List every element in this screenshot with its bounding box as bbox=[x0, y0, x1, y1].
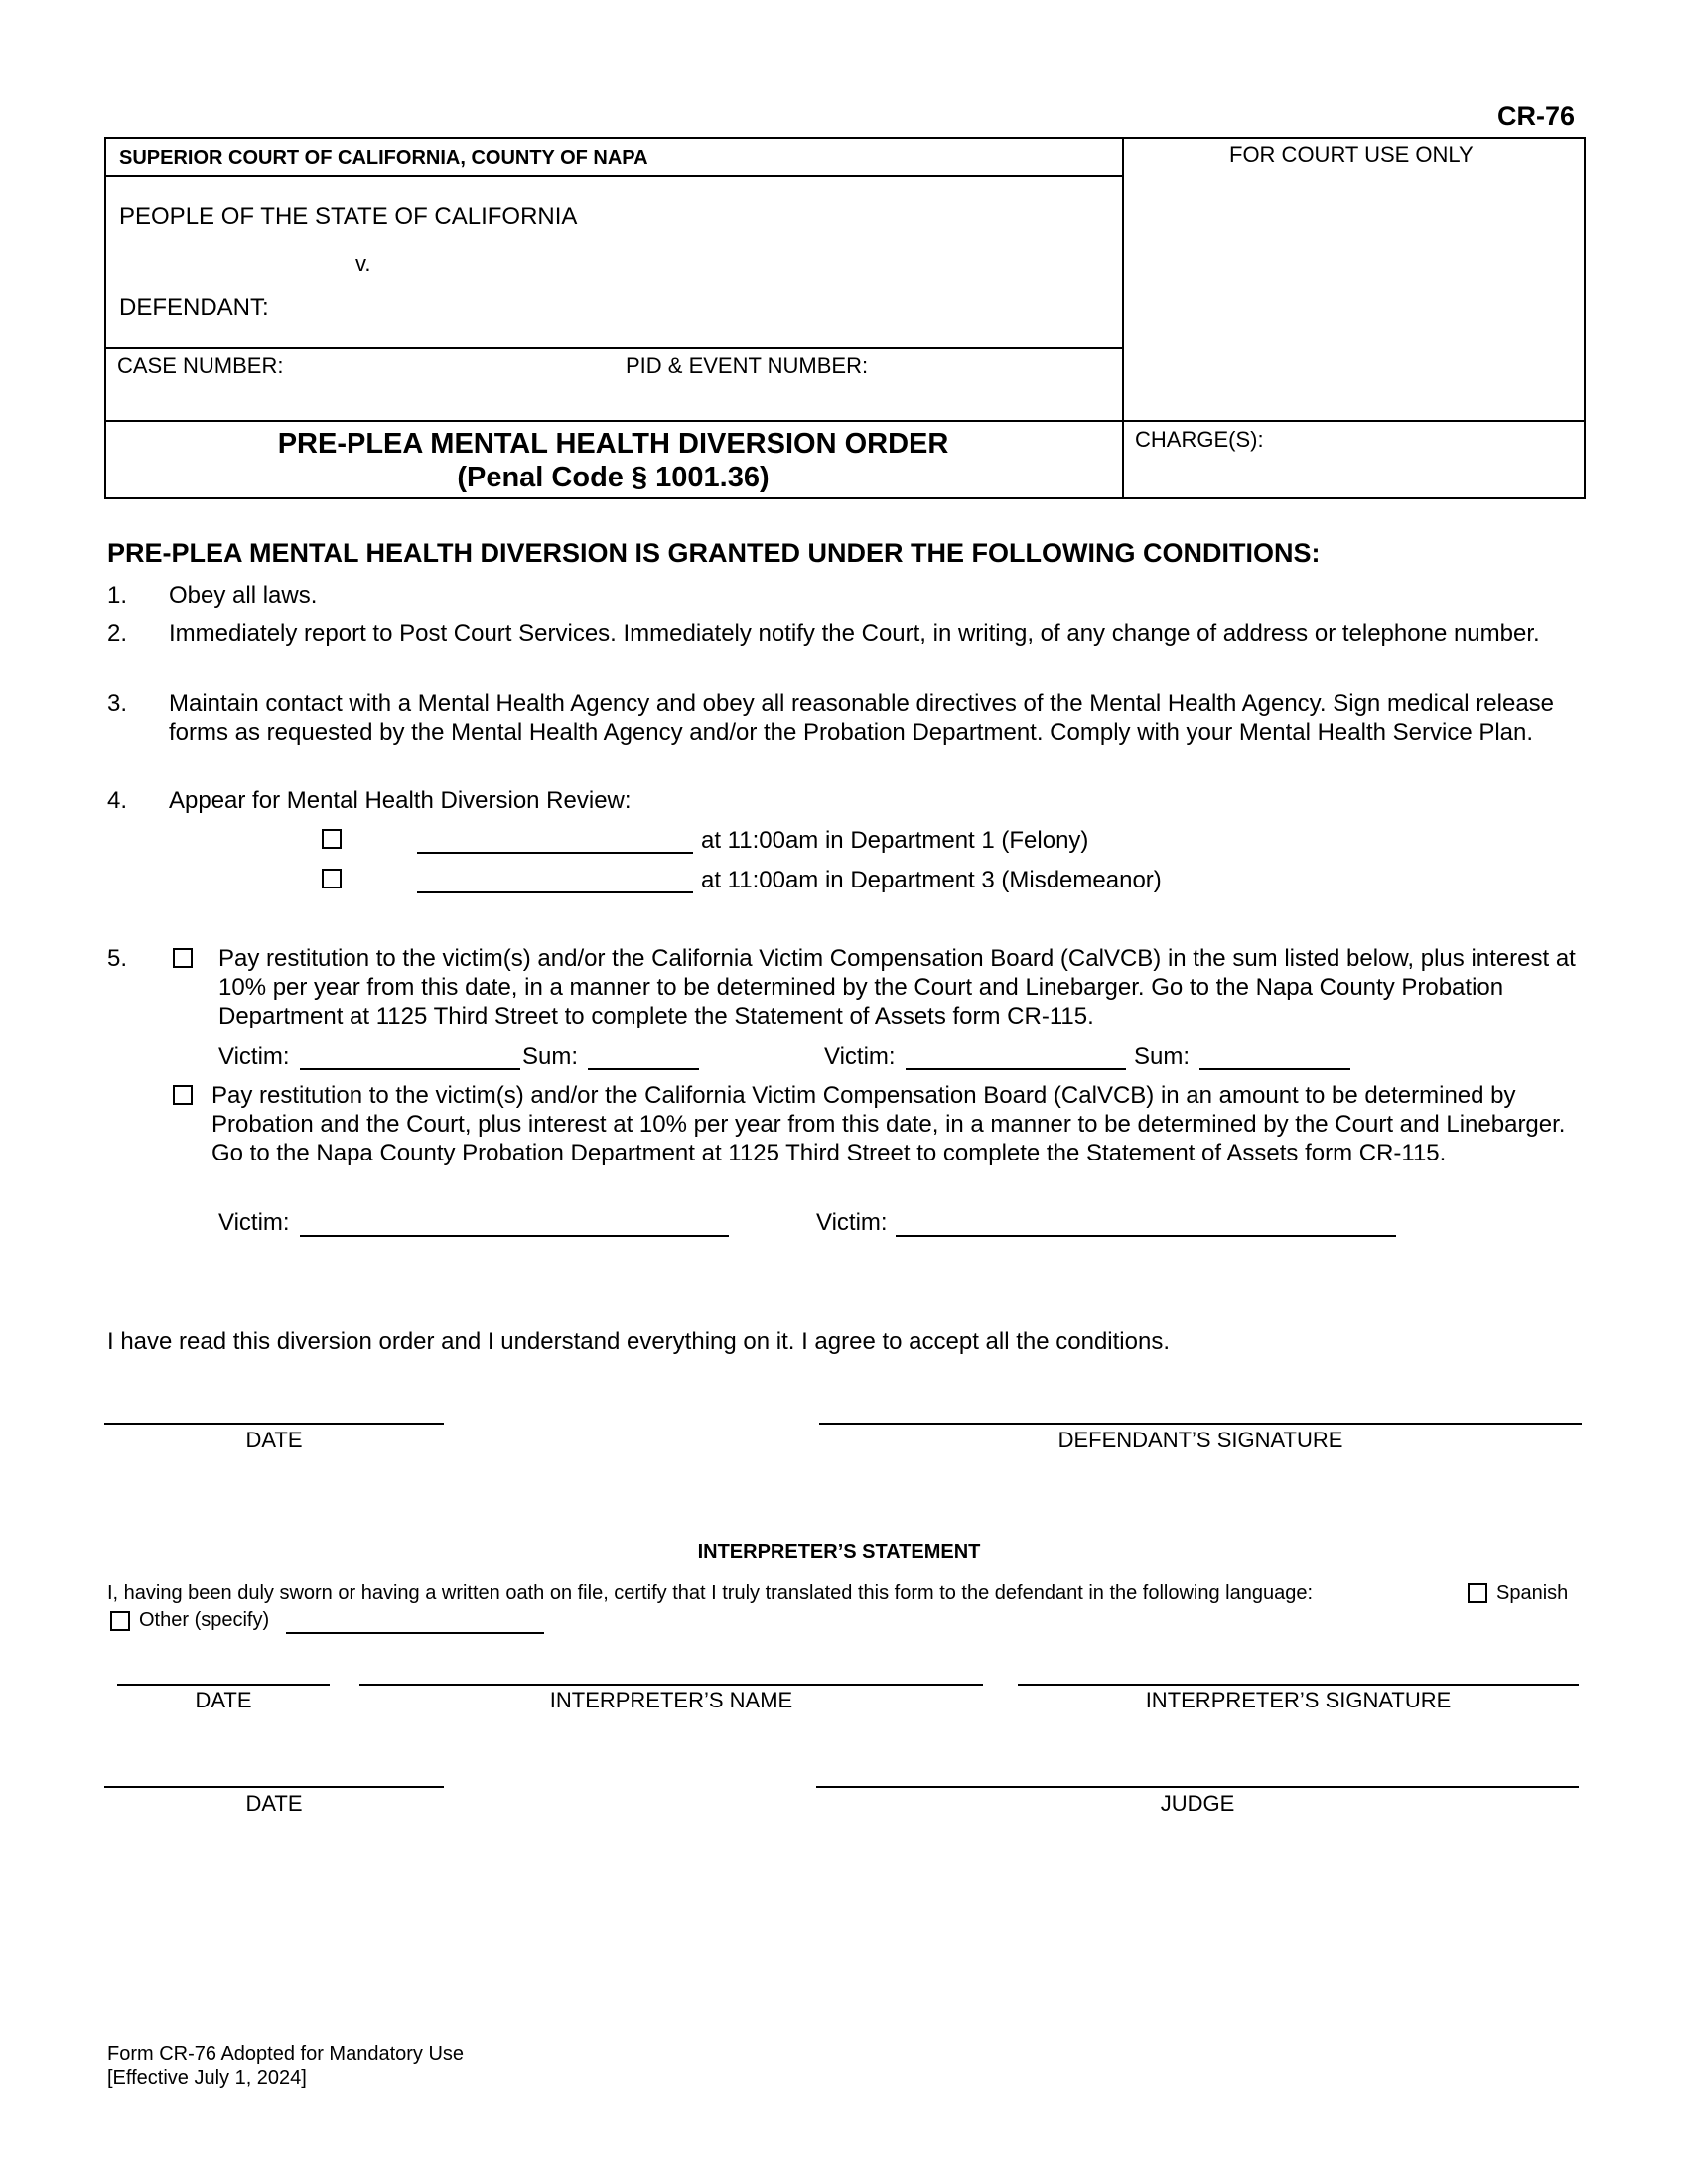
victim-1-label: Victim: bbox=[218, 1043, 290, 1070]
other-language-checkbox[interactable] bbox=[110, 1611, 130, 1631]
felony-review-text: at 11:00am in Department 1 (Felony) bbox=[701, 827, 1089, 854]
conditions-heading: PRE-PLEA MENTAL HEALTH DIVERSION IS GRANTED UNDER THE FOLLOWING CONDITIONS: bbox=[107, 538, 1321, 568]
victim-2-label: Victim: bbox=[824, 1043, 896, 1070]
interpreter-name-label: INTERPRETER’S NAME bbox=[549, 1688, 793, 1712]
victim-1-field[interactable] bbox=[300, 1068, 520, 1070]
restitution-sum-checkbox[interactable] bbox=[173, 948, 193, 968]
item-2-number: 2. bbox=[107, 620, 128, 647]
item-5-number: 5. bbox=[107, 945, 128, 972]
misdemeanor-review-date-field[interactable] bbox=[417, 891, 693, 893]
defendant-signature-field[interactable] bbox=[819, 1423, 1582, 1425]
judge-label: JUDGE bbox=[1160, 1791, 1235, 1816]
victim-4-label: Victim: bbox=[816, 1209, 888, 1236]
defendant-date-label: DATE bbox=[245, 1428, 303, 1452]
interpreter-name-field[interactable] bbox=[359, 1684, 983, 1686]
item-3-number: 3. bbox=[107, 690, 128, 717]
footer-line-1: Form CR-76 Adopted for Mandatory Use bbox=[107, 2043, 465, 2065]
defendant-signature-label: DEFENDANT’S SIGNATURE bbox=[1057, 1428, 1343, 1452]
versus-label: v. bbox=[355, 251, 371, 276]
sum-2-field[interactable] bbox=[1199, 1068, 1350, 1070]
other-language-label: Other (specify) bbox=[139, 1609, 270, 1631]
acknowledgement-text: I have read this diversion order and I understand everything on it. I agree to accept all the conditions. bbox=[107, 1328, 1170, 1355]
item-4-number: 4. bbox=[107, 787, 128, 814]
restitution-tbd-text: Pay restitution to the victim(s) and/or the California Victim Compensation Board (CalVCB) in an amount to be determined by Probation and the Court, plus interest at 10% per year from this date, in a manner to be determined by the Court and Linebarger. Go to the Napa County Probation Department at 1125 Third Street to complete the Statement of Assets form CR-115. bbox=[211, 1082, 1566, 1166]
judge-date-label: DATE bbox=[245, 1791, 303, 1816]
form-title bbox=[104, 427, 1122, 494]
victim-3-field[interactable] bbox=[300, 1235, 729, 1237]
felony-review-date-field[interactable] bbox=[417, 852, 693, 854]
restitution-tbd-checkbox[interactable] bbox=[173, 1085, 193, 1105]
judge-date-field[interactable] bbox=[104, 1786, 444, 1788]
charges-label: CHARGE(S): bbox=[1135, 427, 1264, 452]
interpreter-heading: INTERPRETER’S STATEMENT bbox=[697, 1541, 981, 1563]
sum-1-label: Sum: bbox=[522, 1043, 579, 1070]
defendant-label: DEFENDANT: bbox=[119, 294, 269, 321]
item-1-text: Obey all laws. bbox=[169, 582, 318, 609]
court-use-label: FOR COURT USE ONLY bbox=[1229, 142, 1474, 167]
interpreter-date-label: DATE bbox=[195, 1688, 252, 1712]
spanish-checkbox[interactable] bbox=[1468, 1583, 1487, 1603]
people-label: PEOPLE OF THE STATE OF CALIFORNIA bbox=[119, 204, 578, 230]
felony-review-checkbox[interactable] bbox=[322, 829, 342, 849]
pid-event-label: PID & EVENT NUMBER: bbox=[626, 353, 869, 378]
judge-signature-field[interactable] bbox=[816, 1786, 1579, 1788]
court-name: SUPERIOR COURT OF CALIFORNIA, COUNTY OF NAPA bbox=[119, 147, 648, 169]
victim-4-field[interactable] bbox=[896, 1235, 1396, 1237]
interpreter-signature-label: INTERPRETER’S SIGNATURE bbox=[1145, 1688, 1452, 1712]
interpreter-statement: I, having been duly sworn or having a written oath on file, certify that I truly translated this form to the defendant in the following language: bbox=[107, 1582, 1314, 1604]
misdemeanor-review-text: at 11:00am in Department 3 (Misdemeanor) bbox=[701, 867, 1162, 893]
item-3-text: Maintain contact with a Mental Health Agency and obey all reasonable directives of the Mental Health Agency. Sign medical release forms as requested by the Mental Health Agency and/or the Probation Department. Comply with your Mental Health Service Plan. bbox=[169, 690, 1555, 746]
interpreter-date-field[interactable] bbox=[117, 1684, 330, 1686]
victim-2-field[interactable] bbox=[906, 1068, 1126, 1070]
item-5-text: Pay restitution to the victim(s) and/or the California Victim Compensation Board (CalVCB) in the sum listed below, plus interest at 10% per year from this date, in a manner to be determined by the Court and Linebarger. Go to the Napa County Probation Department at 1125 Third Street to complete the Statement of Assets form CR-115. bbox=[218, 945, 1576, 1029]
defendant-date-field[interactable] bbox=[104, 1423, 444, 1425]
title-line-2: (Penal Code § 1001.36) bbox=[457, 462, 770, 493]
spanish-label: Spanish bbox=[1496, 1582, 1569, 1604]
sum-1-field[interactable] bbox=[588, 1068, 699, 1070]
victim-3-label: Victim: bbox=[218, 1209, 290, 1236]
header-divider bbox=[1122, 137, 1124, 499]
other-language-field[interactable] bbox=[286, 1632, 544, 1634]
misdemeanor-review-checkbox[interactable] bbox=[322, 869, 342, 888]
item-4-text: Appear for Mental Health Diversion Review: bbox=[169, 787, 632, 814]
interpreter-signature-field[interactable] bbox=[1018, 1684, 1579, 1686]
title-line-1: PRE-PLEA MENTAL HEALTH DIVERSION ORDER bbox=[277, 428, 949, 460]
footer-line-2: [Effective July 1, 2024] bbox=[107, 2067, 307, 2089]
case-number-label: CASE NUMBER: bbox=[117, 353, 284, 378]
sum-2-label: Sum: bbox=[1134, 1043, 1191, 1070]
item-2-text: Immediately report to Post Court Services. Immediately notify the Court, in writing, of any change of address or telephone number. bbox=[169, 620, 1540, 647]
form-id: CR-76 bbox=[1497, 101, 1576, 131]
item-1-number: 1. bbox=[107, 582, 128, 609]
